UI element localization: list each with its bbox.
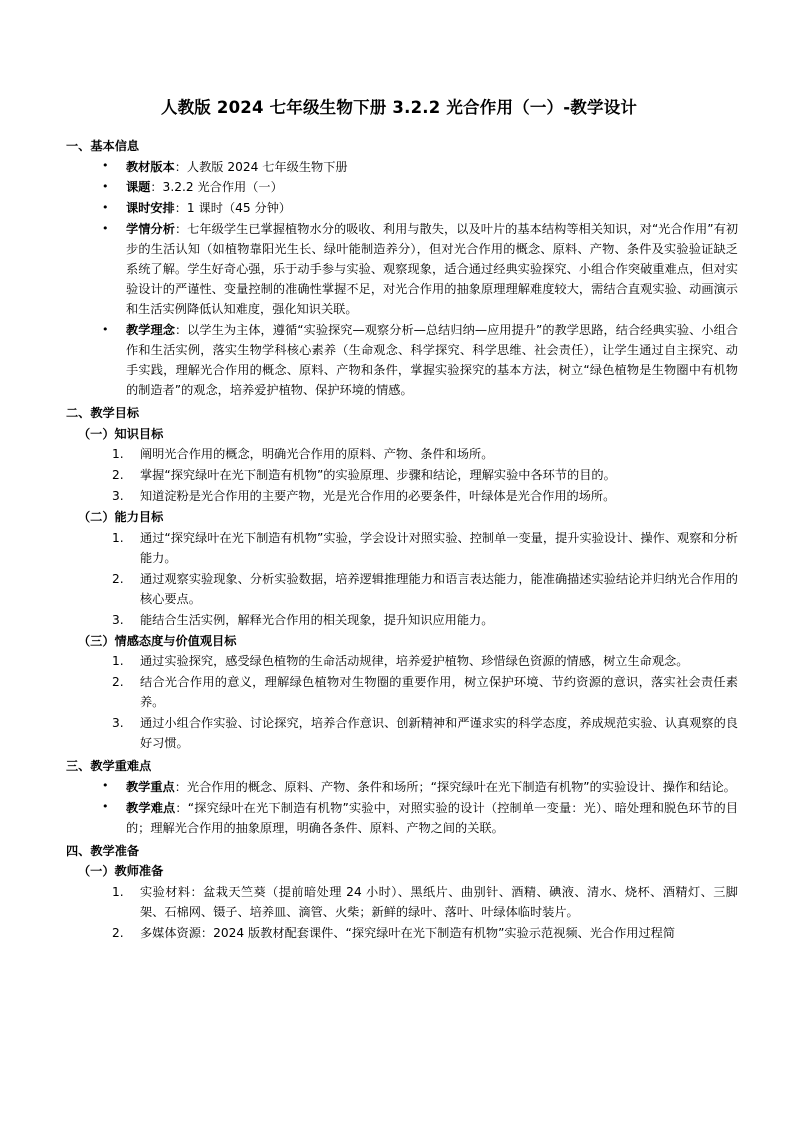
- list-item: 掌握“探究绿叶在光下制造有机物”的实验原理、步骤和结论，理解实验中各环节的目的。: [140, 468, 616, 483]
- basic-info-list: [60, 158, 738, 401]
- list-item: 实验材料：盆栽天竺葵（提前暗处理 24 小时）、黑纸片、曲别针、酒精、碘液、清水、烧杯、酒精灯、三脚架、石棉网、镊子、培养皿、滴管、火柴；新鲜的绿叶、落叶、叶绿体临时装片。: [140, 885, 738, 920]
- subsection-heading-ability-objectives: （二）能力目标: [78, 510, 164, 525]
- list-item: 知道淀粉是光合作用的主要产物，光是光合作用的必要条件，叶绿体是光合作用的场所。: [140, 489, 616, 504]
- list-item: [60, 178, 738, 198]
- section-heading-key-difficulties: 三、教学重难点: [66, 759, 152, 774]
- item-label: 教学难点: [126, 800, 176, 815]
- item-label: 教学理念: [126, 323, 175, 338]
- subsection-heading-knowledge-objectives: （一）知识目标: [78, 426, 164, 441]
- list-item: 通过观察实验现象、分析实验数据，培养逻辑推理能力和语言表达能力，能准确描述实验结论并归纳光合作用的核心要点。: [140, 571, 738, 606]
- list-item: [60, 778, 738, 798]
- list-item: [60, 158, 738, 178]
- item-label: 教材版本: [126, 159, 175, 174]
- section-heading-teaching-objectives: 二、教学目标: [66, 405, 140, 420]
- list-item: [60, 799, 738, 839]
- list-item: 通过“探究绿叶在光下制造有机物”实验，学会设计对照实验、控制单一变量，提升实验设计、操作、观察和分析能力。: [140, 530, 738, 565]
- page-title: 人教版 2024 七年级生物下册 3.2.2 光合作用（一）-教学设计: [160, 98, 638, 117]
- item-label: 课时安排: [126, 201, 175, 216]
- item-text: ：1 课时（45 分钟）: [174, 201, 292, 216]
- list-item: [60, 321, 738, 401]
- subsection-heading-attitude-objectives: （三）情感态度与价值观目标: [78, 633, 237, 648]
- item-text: ：七年级学生已掌握植物水分的吸收、利用与散失，以及叶片的基本结构等相关知识，对“光合作用”有初步的生活认知（如植物靠阳光生长、绿叶能制造养分），但对光合作用的概念、原料、产物、条件及实验验证缺乏系统了解。学生好奇心强，乐于动手参与实验、观察现象，适合通过经典实验探究、小组合作突破重难点，但对实验设计的严谨性、变量控制的准确性掌握不足，对光合作用的抽象原理理解难度较大，需结合直观实验、动画演示和生活实例降低认知难度，强化知识关联。: [126, 222, 739, 317]
- list-item: 通过小组合作实验、讨论探究，培养合作意识、创新精神和严谨求实的科学态度，养成规范实验、认真观察的良好习惯。: [140, 716, 738, 751]
- item-text: ：3.2.2 光合作用（一）: [150, 180, 283, 195]
- list-item: 多媒体资源：2024 版教材配套课件、“探究绿叶在光下制造有机物”实验示范视频、光合作用过程简: [140, 926, 676, 940]
- key-difficulties-list: [60, 778, 738, 839]
- item-label: 课题: [126, 180, 151, 195]
- knowledge-objectives-list: [60, 445, 738, 507]
- list-item: 阐明光合作用的概念，明确光合作用的原料、产物、条件和场所。: [140, 447, 494, 462]
- list-item: 能结合生活实例，解释光合作用的相关现象，提升知识应用能力。: [140, 612, 494, 627]
- item-text: ：以学生为主体，遵循“实验探究—观察分析—总结归纳—应用提升”的教学思路，结合经典实验、小组合作和生活实例，落实生物学科核心素养（生命观念、科学探究、科学思维、社会责任），让学生通过自主探究、动手实践，理解光合作用的概念、原料、产物和条件，掌握实验探究的基本方法，树立“绿色植物是生物圈中有机物的制造者”的观念，培养爱护植物、保护环境的情感。: [126, 323, 739, 397]
- subsection-heading-teacher-preparation: （一）教师准备: [78, 864, 164, 879]
- attitude-objectives-list: [60, 652, 738, 754]
- list-item: [60, 220, 738, 320]
- item-text: ：光合作用的概念、原料、产物、条件和场所；“探究绿叶在光下制造有机物”的实验设计、操作和结论。: [174, 779, 736, 794]
- document-body: [60, 96, 738, 945]
- list-item: 结合光合作用的意义，理解绿色植物对生物圈的重要作用，树立保护环境、节约资源的意识，落实社会责任素养。: [140, 675, 738, 710]
- section-heading-teaching-preparation: 四、教学准备: [66, 843, 140, 858]
- item-text: ：人教版 2024 七年级生物下册: [174, 159, 348, 174]
- item-label: 学情分析: [126, 222, 175, 237]
- list-item: 通过实验探究，感受绿色植物的生命活动规律，培养爱护植物、珍惜绿色资源的情感，树立生命观念。: [140, 654, 689, 669]
- ability-objectives-list: [60, 529, 738, 631]
- list-item: [60, 199, 738, 219]
- item-label: 教学重点: [126, 779, 175, 794]
- teacher-preparation-list: [60, 883, 738, 945]
- section-heading-basic-info: 一、基本信息: [66, 138, 140, 153]
- item-text: ：“探究绿叶在光下制造有机物”实验中，对照实验的设计（控制单一变量：光）、暗处理和脱色环节的目的；理解光合作用的抽象原理，明确各条件、原料、产物之间的关联。: [126, 800, 739, 835]
